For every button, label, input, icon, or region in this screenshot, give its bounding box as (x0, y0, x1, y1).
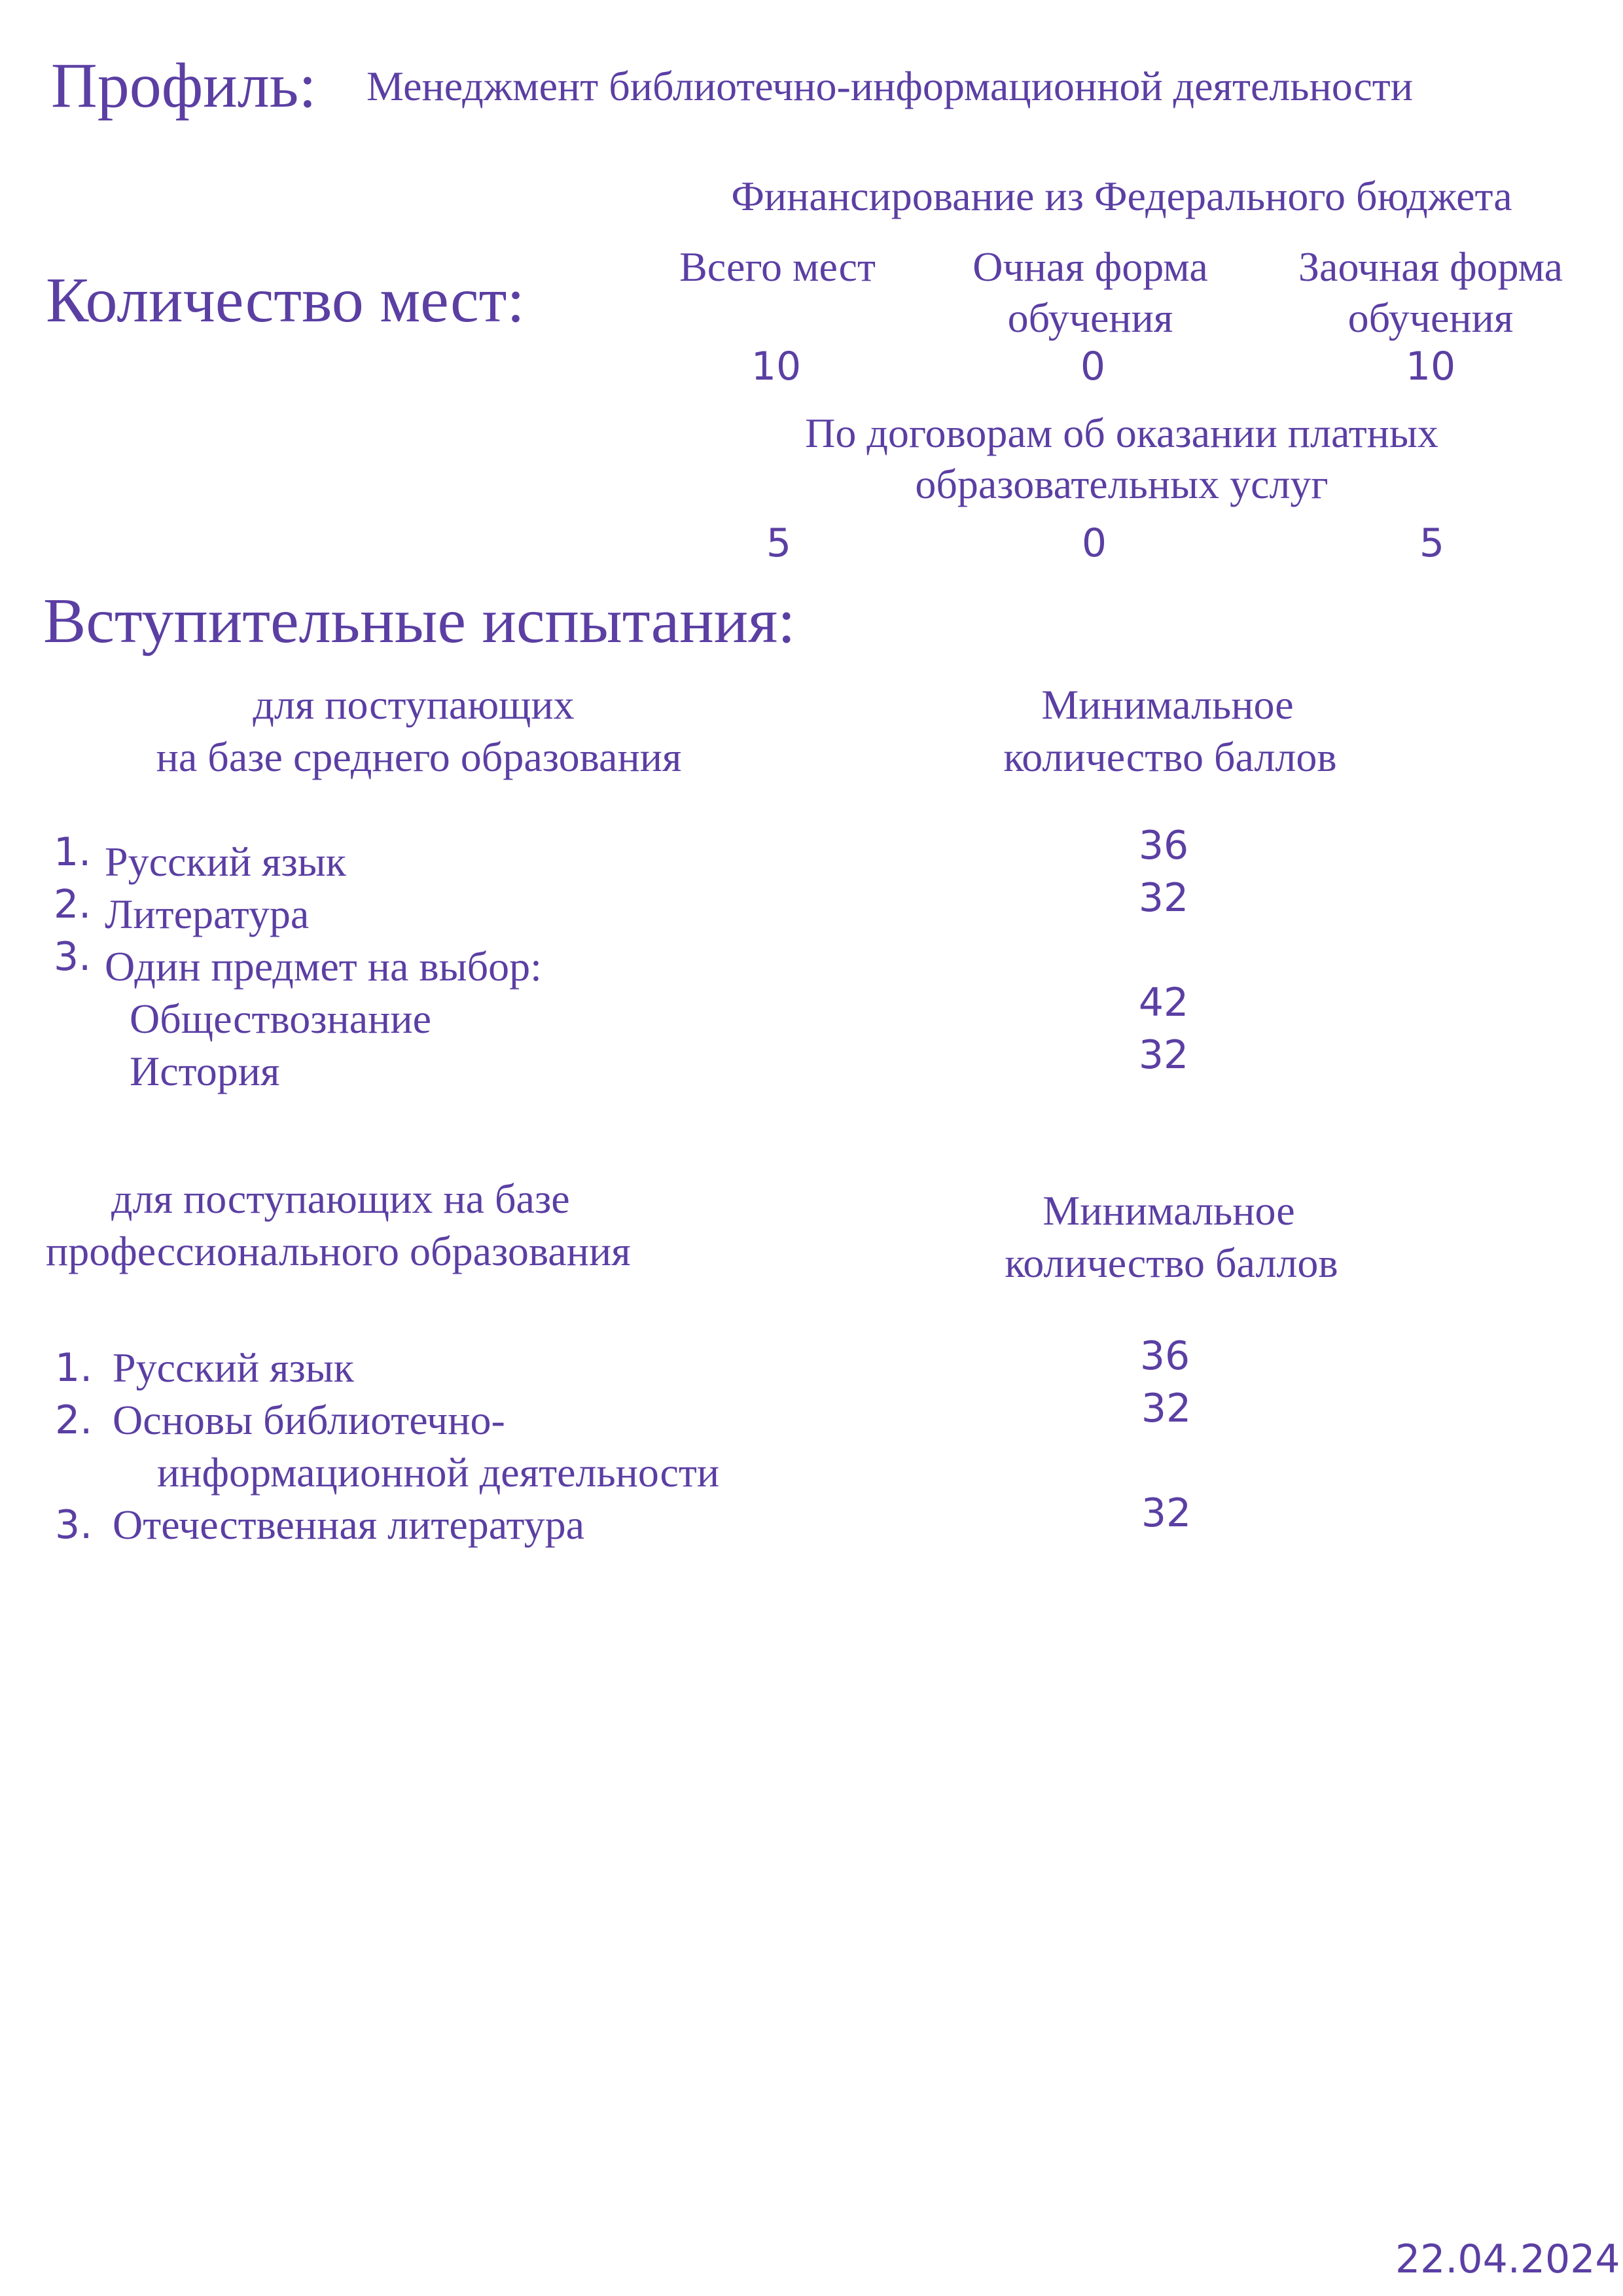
exams-title: Вступительные испытания: (43, 586, 796, 656)
paid-parttime-value: 5 (1419, 520, 1445, 566)
paid-title: По договорам об оказании платных (805, 410, 1438, 456)
secondary-item-score: 36 (1138, 823, 1189, 869)
column-fulltime-label-2: обучения (1007, 295, 1173, 341)
professional-item-name-continued: информационной деятельности (157, 1449, 720, 1496)
secondary-item-num: 1. (54, 829, 92, 875)
professional-item-score: 36 (1139, 1333, 1190, 1379)
secondary-min-header-2: количество баллов (1003, 734, 1337, 780)
secondary-item-num: 2. (54, 882, 92, 927)
profile-name: Менеджмент библиотечно-информационной деятельности (366, 63, 1413, 109)
federal-fulltime-value: 0 (1080, 344, 1106, 389)
secondary-choice-score: 42 (1138, 980, 1189, 1026)
column-total-label: Всего мест (679, 243, 876, 290)
column-parttime-label: Заочная форма (1298, 243, 1563, 290)
secondary-header: для поступающих (253, 681, 575, 728)
professional-min-header: Минимальное (1043, 1187, 1295, 1234)
secondary-choice-name: Обществознание (130, 996, 432, 1042)
professional-item-num: 1. (55, 1345, 93, 1391)
professional-item-num: 2. (55, 1397, 93, 1443)
column-fulltime-label: Очная форма (972, 243, 1208, 290)
professional-header-2: профессионального образования (46, 1228, 631, 1274)
profile-label: Профиль: (51, 50, 317, 121)
federal-total-value: 10 (751, 344, 802, 389)
federal-title: Финансирование из Федерального бюджета (731, 173, 1512, 219)
professional-item-score: 32 (1141, 1490, 1192, 1536)
professional-item-name: Отечественная литература (113, 1501, 584, 1548)
places-title: Количество мест: (46, 265, 525, 336)
professional-item-name: Русский язык (113, 1344, 354, 1391)
federal-parttime-value: 10 (1405, 344, 1456, 389)
secondary-item-num: 3. (54, 934, 92, 980)
professional-header: для поступающих на базе (111, 1175, 570, 1222)
paid-fulltime-value: 0 (1081, 520, 1107, 566)
professional-item-name: Основы библиотечно- (113, 1397, 505, 1443)
secondary-min-header: Минимальное (1041, 681, 1294, 728)
professional-item-num: 3. (55, 1502, 93, 1548)
secondary-choice-score: 32 (1138, 1032, 1189, 1078)
paid-title-2: образовательных услуг (915, 461, 1329, 507)
secondary-item-name: Русский язык (105, 838, 346, 885)
column-parttime-label-2: обучения (1347, 295, 1514, 341)
professional-min-header-2: количество баллов (1005, 1240, 1338, 1286)
document-date: 22.04.2024 (1395, 2236, 1620, 2282)
secondary-item-name: Литература (105, 891, 310, 937)
secondary-header-2: на базе среднего образования (156, 734, 682, 780)
secondary-item-score: 32 (1138, 875, 1189, 921)
professional-item-score: 32 (1141, 1386, 1192, 1431)
secondary-item-name: Один предмет на выбор: (105, 943, 542, 990)
paid-total-value: 5 (766, 520, 792, 566)
secondary-choice-name: История (130, 1048, 280, 1094)
